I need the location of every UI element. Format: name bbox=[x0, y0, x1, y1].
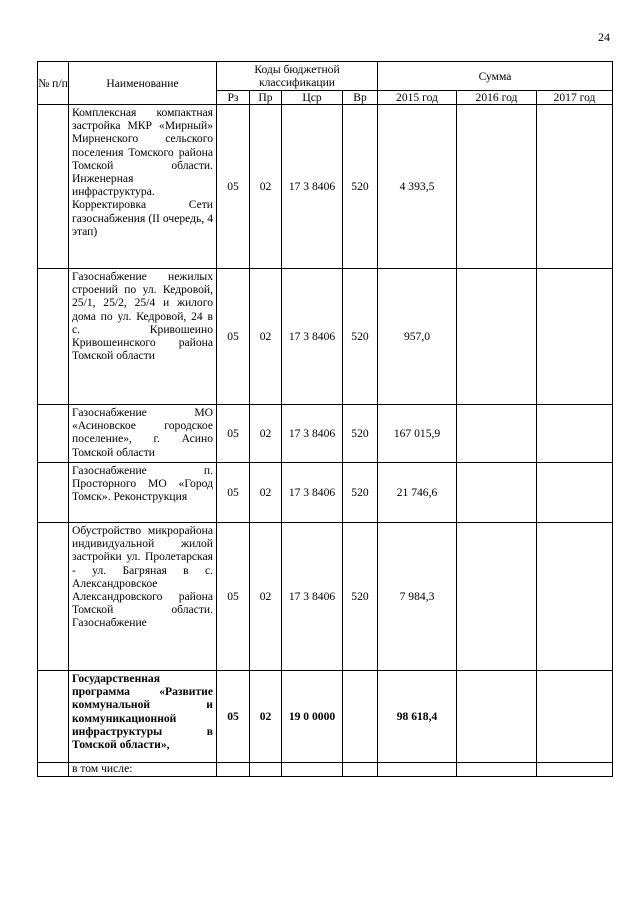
row-num bbox=[38, 105, 69, 269]
header-num: № п/п bbox=[38, 62, 69, 105]
row-2017 bbox=[537, 763, 613, 777]
header-2016: 2016 год bbox=[457, 91, 537, 105]
row-csr: 17 3 8406 bbox=[282, 463, 343, 523]
row-2017 bbox=[537, 523, 613, 671]
row-csr bbox=[282, 763, 343, 777]
row-2016 bbox=[457, 105, 537, 269]
row-2015: 98 618,4 bbox=[378, 671, 457, 763]
row-name: в том числе: bbox=[69, 763, 217, 777]
row-rz: 05 bbox=[217, 105, 250, 269]
table-row bbox=[38, 105, 613, 269]
row-vr: 520 bbox=[343, 463, 378, 523]
row-2016 bbox=[457, 523, 537, 671]
row-2015: 21 746,6 bbox=[378, 463, 457, 523]
row-rz: 05 bbox=[217, 405, 250, 463]
header-pr: Пр bbox=[250, 91, 282, 105]
row-name: Государственная программа «Развитие коммунальной и коммуникационной инфраструктуры в Томской области», bbox=[69, 671, 217, 763]
budget-table bbox=[37, 61, 613, 777]
row-2015: 4 393,5 bbox=[378, 105, 457, 269]
row-pr: 02 bbox=[250, 523, 282, 671]
row-num bbox=[38, 763, 69, 777]
row-name: Газоснабжение п. Просторного МО «Город Томск». Реконструкция bbox=[69, 463, 217, 523]
header-2015: 2015 год bbox=[378, 91, 457, 105]
page-number: 24 bbox=[598, 30, 610, 44]
row-name: Газоснабжение нежилых строений по ул. Кедровой, 25/1, 25/2, 25/4 и жилого дома по ул. Кедровой, 24 в с. Кривошеино Кривошеинского района Томской области bbox=[69, 269, 217, 405]
row-name: Обустройство микрорайона индивидуальной жилой застройки ул. Пролетарская - ул. Багряная в с. Александровское Александровского района Томской области. Газоснабжение bbox=[69, 523, 217, 671]
header-csr: Цср bbox=[282, 91, 343, 105]
row-2015 bbox=[378, 763, 457, 777]
row-rz: 05 bbox=[217, 671, 250, 763]
row-vr: 520 bbox=[343, 105, 378, 269]
row-csr: 17 3 8406 bbox=[282, 405, 343, 463]
row-num bbox=[38, 523, 69, 671]
header-2017: 2017 год bbox=[537, 91, 613, 105]
row-2016 bbox=[457, 269, 537, 405]
table-row bbox=[38, 523, 613, 671]
row-name: Комплексная компактная застройка МКР «Мирный» Мирненского сельского поселения Томского района Томской области. Инженерная инфраструктура. Корректировка Сети газоснабжения (II очередь, 4 этап) bbox=[69, 105, 217, 269]
row-rz: 05 bbox=[217, 269, 250, 405]
row-2015: 7 984,3 bbox=[378, 523, 457, 671]
row-2017 bbox=[537, 105, 613, 269]
row-2016 bbox=[457, 463, 537, 523]
table-row bbox=[38, 269, 613, 405]
header-sum-group: Сумма bbox=[378, 62, 613, 91]
header-row-top bbox=[38, 62, 613, 91]
table-row bbox=[38, 763, 613, 777]
row-2016 bbox=[457, 763, 537, 777]
row-csr: 17 3 8406 bbox=[282, 269, 343, 405]
row-num bbox=[38, 671, 69, 763]
row-pr: 02 bbox=[250, 105, 282, 269]
table-row-total bbox=[38, 671, 613, 763]
row-num bbox=[38, 269, 69, 405]
row-name: Газоснабжение МО «Асиновское городское поселение», г. Асино Томской области bbox=[69, 405, 217, 463]
row-csr: 17 3 8406 bbox=[282, 105, 343, 269]
row-pr: 02 bbox=[250, 463, 282, 523]
header-codes-group: Коды бюджетной классификации bbox=[217, 62, 378, 91]
row-2017 bbox=[537, 405, 613, 463]
header-name: Наименование bbox=[69, 62, 217, 105]
row-pr: 02 bbox=[250, 269, 282, 405]
row-num bbox=[38, 463, 69, 523]
row-vr bbox=[343, 671, 378, 763]
table-row bbox=[38, 463, 613, 523]
row-2017 bbox=[537, 671, 613, 763]
row-pr bbox=[250, 763, 282, 777]
row-2016 bbox=[457, 405, 537, 463]
row-2016 bbox=[457, 671, 537, 763]
row-rz: 05 bbox=[217, 463, 250, 523]
row-2017 bbox=[537, 269, 613, 405]
row-rz: 05 bbox=[217, 523, 250, 671]
row-vr: 520 bbox=[343, 405, 378, 463]
header-vr: Вр bbox=[343, 91, 378, 105]
row-2015: 957,0 bbox=[378, 269, 457, 405]
row-vr: 520 bbox=[343, 523, 378, 671]
row-vr: 520 bbox=[343, 269, 378, 405]
row-csr: 19 0 0000 bbox=[282, 671, 343, 763]
row-pr: 02 bbox=[250, 671, 282, 763]
row-vr bbox=[343, 763, 378, 777]
row-rz bbox=[217, 763, 250, 777]
row-2017 bbox=[537, 463, 613, 523]
header-rz: Рз bbox=[217, 91, 250, 105]
row-num bbox=[38, 405, 69, 463]
table-row bbox=[38, 405, 613, 463]
row-2015: 167 015,9 bbox=[378, 405, 457, 463]
row-pr: 02 bbox=[250, 405, 282, 463]
row-csr: 17 3 8406 bbox=[282, 523, 343, 671]
